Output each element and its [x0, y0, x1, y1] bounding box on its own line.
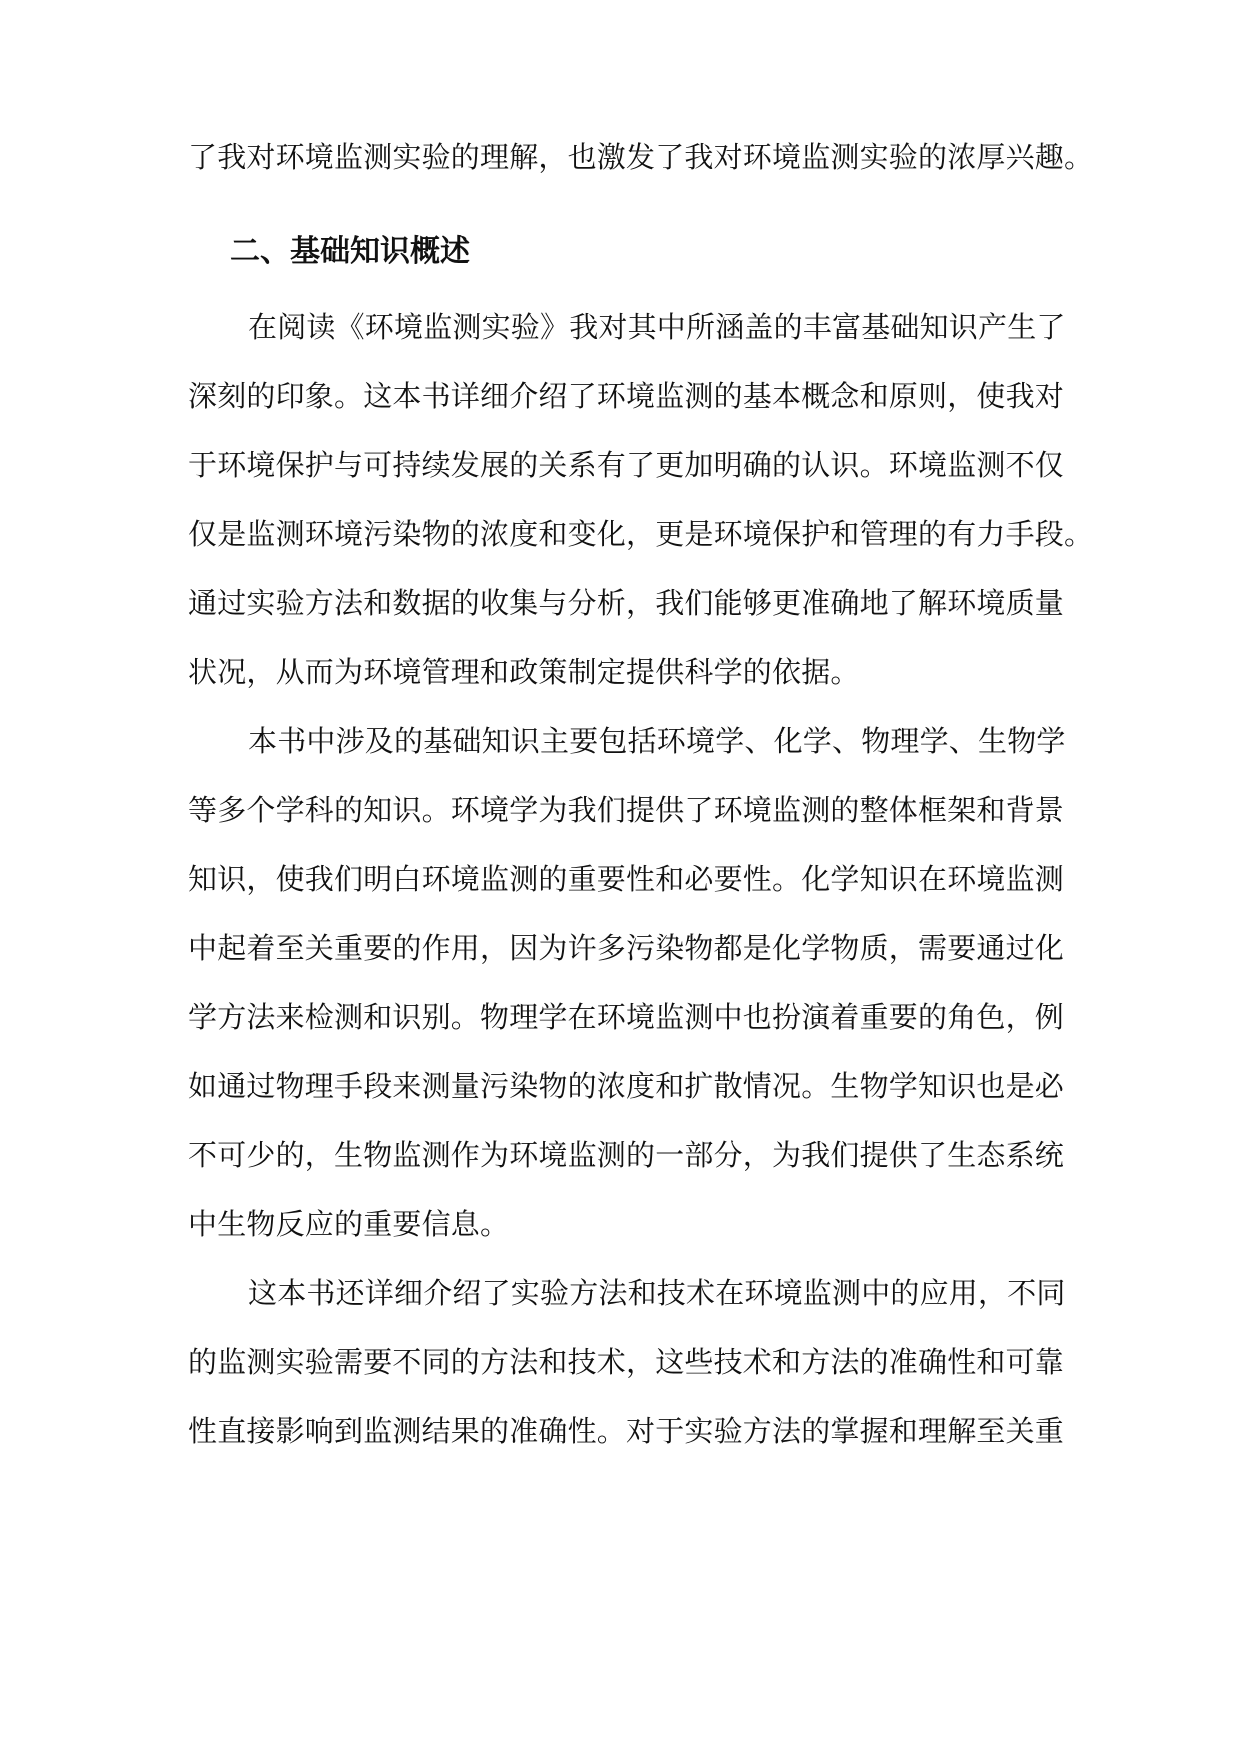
paragraph-line: 等多个学科的知识。环境学为我们提供了环境监测的整体框架和背景 [188, 793, 1065, 827]
paragraph-line: 于环境保护与可持续发展的关系有了更加明确的认识。环境监测不仅 [188, 448, 1065, 482]
paragraph-line: 中起着至关重要的作用，因为许多污染物都是化学物质，需要通过化 [188, 931, 1065, 965]
carryover-text-line: 了我对环境监测实验的理解，也激发了我对环境监测实验的浓厚兴趣。 [188, 140, 1094, 174]
paragraph-line: 这本书还详细介绍了实验方法和技术在环境监测中的应用，不同 [248, 1276, 1066, 1310]
paragraph-line: 通过实验方法和数据的收集与分析，我们能够更准确地了解环境质量 [188, 586, 1065, 620]
paragraph-line: 在阅读《环境监测实验》我对其中所涵盖的丰富基础知识产生了 [248, 310, 1066, 344]
paragraph-line: 知识，使我们明白环境监测的重要性和必要性。化学知识在环境监测 [188, 862, 1065, 896]
paragraph-line: 深刻的印象。这本书详细介绍了环境监测的基本概念和原则，使我对 [188, 379, 1065, 413]
paragraph-line: 本书中涉及的基础知识主要包括环境学、化学、物理学、生物学 [248, 724, 1066, 758]
paragraph-line: 仅是监测环境污染物的浓度和变化，更是环境保护和管理的有力手段。 [188, 517, 1094, 551]
paragraph-line: 性直接影响到监测结果的准确性。对于实验方法的掌握和理解至关重 [188, 1414, 1065, 1448]
paragraph-line: 不可少的，生物监测作为环境监测的一部分，为我们提供了生态系统 [188, 1138, 1065, 1172]
paragraph-line: 的监测实验需要不同的方法和技术，这些技术和方法的准确性和可靠 [188, 1345, 1065, 1379]
paragraph-line: 学方法来检测和识别。物理学在环境监测中也扮演着重要的角色，例 [188, 1000, 1065, 1034]
paragraph-line: 状况，从而为环境管理和政策制定提供科学的依据。 [188, 655, 860, 689]
paragraph-line: 如通过物理手段来测量污染物的浓度和扩散情况。生物学知识也是必 [188, 1069, 1065, 1103]
paragraph-line: 中生物反应的重要信息。 [188, 1207, 510, 1241]
section-heading: 二、基础知识概述 [230, 234, 470, 269]
